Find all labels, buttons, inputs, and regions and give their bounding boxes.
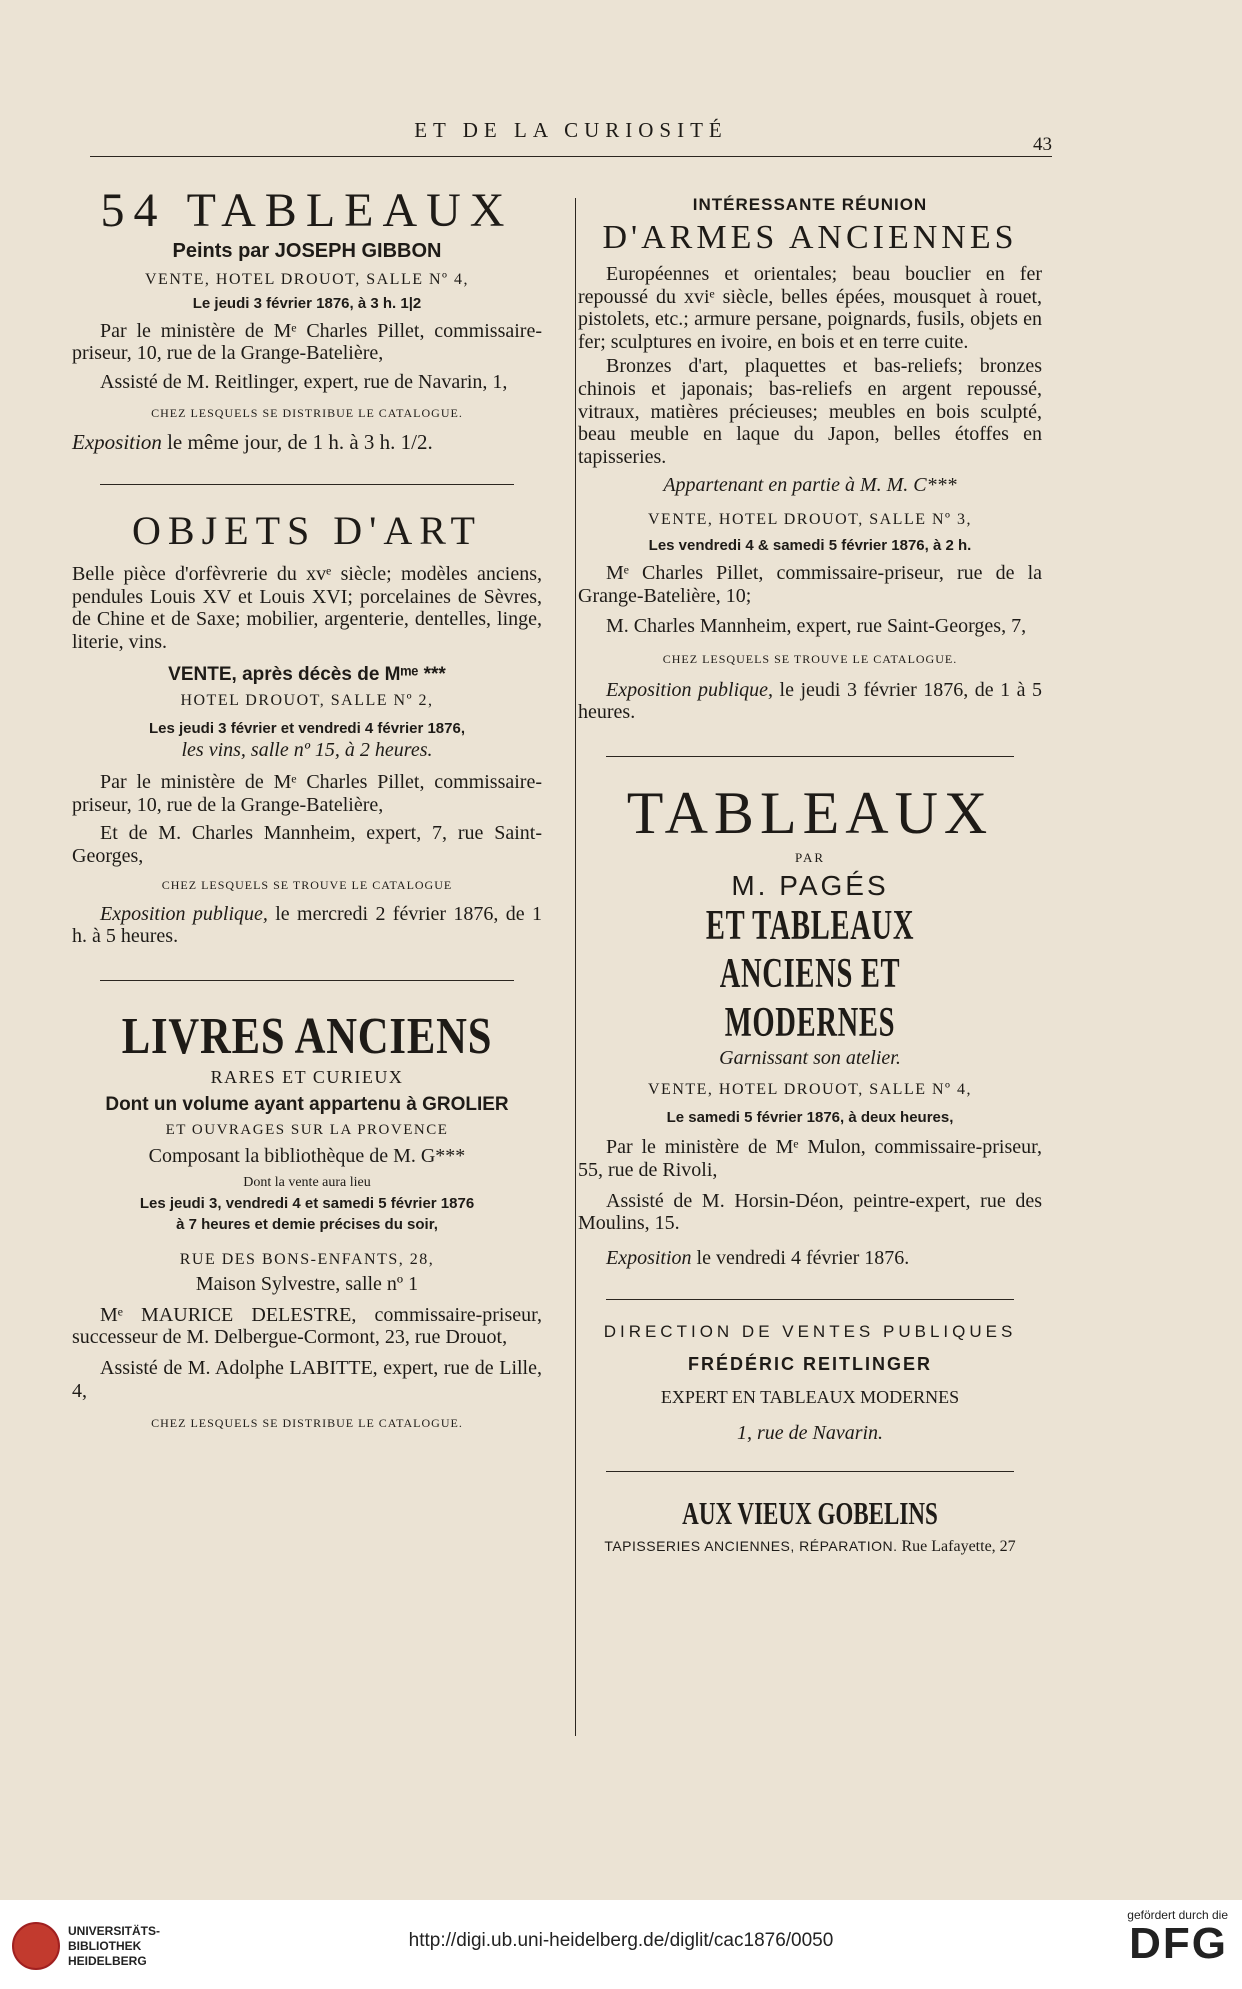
ad-par: PAR	[794, 849, 826, 865]
exposition-label: Exposition	[606, 1246, 692, 1269]
ad-subline: ET OUVRAGES SUR LA PROVENCE	[165, 1121, 449, 1138]
ad-garnissant: Garnissant son atelier.	[719, 1046, 901, 1069]
exposition-text: le vendredi 4 février 1876.	[696, 1246, 910, 1269]
ad-role: EXPERT EN TABLEAUX MODERNES	[660, 1387, 960, 1408]
ad-reitlinger	[578, 1322, 1042, 1445]
exposition-text: le même jour, de 1 h. à 3 h. 1/2.	[167, 429, 433, 454]
ad-subtitle: ET TABLEAUX ANCIENS ET MODERNES	[705, 902, 915, 1046]
ad-subtitle: Peints par JOSEPH GIBBON	[172, 239, 442, 262]
ad-exposition	[72, 903, 542, 948]
ad-venue: VENTE, HOTEL DROUOT, SALLE Nº 4,	[647, 1081, 973, 1099]
page-header	[90, 112, 1052, 155]
ad-line-caps: TAPISSERIES ANCIENNES, RÉPARATION.	[604, 1538, 898, 1555]
ad-subline: RARES ET CURIEUX	[210, 1066, 404, 1087]
ad-paragraph: Assisté de M. Adolphe LABITTE, expert, rue de Lille, 4,	[72, 1357, 542, 1402]
funder-caption: gefördert durch die	[1127, 1908, 1228, 1922]
ad-tableaux-gibbon	[72, 185, 542, 454]
ad-paragraph: Assisté de M. Reitlinger, expert, rue de Navarin, 1,	[100, 370, 508, 393]
section-separator	[606, 1471, 1014, 1472]
exposition-label: Exposition publique,	[606, 678, 774, 701]
ad-title: 54 TABLEAUX	[100, 184, 514, 237]
left-column	[72, 185, 542, 1431]
ad-title: TABLEAUX	[626, 779, 994, 846]
library-name-line: UNIVERSITÄTS-	[68, 1923, 161, 1938]
dfg-logo-icon: DFG	[1129, 1919, 1228, 1968]
page-number: 43	[1033, 134, 1052, 155]
ad-date: Les jeudi 3, vendredi 4 et samedi 5 février 1876	[139, 1195, 475, 1213]
ad-line	[578, 1538, 1042, 1556]
section-separator	[606, 1299, 1014, 1300]
ad-date: Le jeudi 3 février 1876, à 3 h. 1|2	[192, 294, 422, 312]
ad-objets-dart	[72, 507, 542, 948]
ad-paragraph: Européennes et orientales; beau bouclier en fer repoussé du xviᵉ siècle, belles épées, mousquet à rouet, pistolets, etc.; armure persane, poignards, fusils, objets en fer; sculptures en ivoire, en bois et en terre cuite.	[578, 263, 1042, 353]
ad-paragraph: Mᵉ MAURICE DELESTRE, commissaire-priseur, successeur de M. Delbergue-Cormont, 23, rue Drouot,	[72, 1303, 542, 1349]
ad-date: à 7 heures et demie précises du soir,	[176, 1216, 438, 1234]
ad-tableaux-pages	[578, 779, 1042, 1269]
ad-catalogue-note: CHEZ LESQUELS SE DISTRIBUE LE CATALOGUE.	[151, 405, 463, 420]
ad-description: Belle pièce d'orfèvrerie du xvᵉ siècle; modèles anciens, pendules Louis XV et Louis XVI; porcelaines de Sèvres, de Chine et de Saxe; mobilier, argenterie, dentelles, linge, literie, vins.	[72, 563, 542, 654]
ad-exposition	[578, 679, 1042, 724]
ad-subline: Dont la vente aura lieu	[243, 1175, 371, 1191]
ad-line: DIRECTION DE VENTES PUBLIQUES	[603, 1322, 1017, 1342]
ad-venue: VENTE, HOTEL DROUOT, SALLE Nº 3,	[647, 510, 973, 528]
ad-paragraph: Par le ministère de Mᵉ Mulon, commissaire-priseur, 55, rue de Rivoli,	[578, 1136, 1042, 1181]
ad-subline: Dont un volume ayant appartenu à GROLIER	[105, 1093, 509, 1115]
ad-subline: Composant la bibliothèque de M. G***	[148, 1144, 466, 1167]
exposition-text: le jeudi 3 février 1876, de 1 à 5 heures.	[578, 678, 1043, 724]
ad-name: FRÉDÉRIC REITLINGER	[687, 1354, 932, 1375]
ad-paragraph: Bronzes d'art, plaquettes et bas-reliefs; bronzes chinois et japonais; bas-reliefs en argent repoussé, vitraux, matières précieuses; meubles en bois sculpté, beau meuble en laque du Japon, belles étoffes en tapisseries.	[578, 355, 1042, 468]
exposition-label: Exposition publique,	[100, 902, 268, 925]
ad-livres-anciens	[72, 1007, 542, 1431]
header-rule	[90, 156, 1052, 157]
column-divider	[575, 198, 576, 1736]
ad-paragraph: M. Charles Mannheim, expert, rue Saint-Georges, 7,	[606, 615, 1027, 638]
funder-logo[interactable]	[1127, 1908, 1228, 1966]
ad-owner: Appartenant en partie à M. M. C***	[663, 474, 957, 497]
ad-address: Maison Sylvestre, salle nº 1	[195, 1273, 419, 1296]
ad-exposition	[578, 1247, 1042, 1270]
library-name-line: HEIDELBERG	[68, 1953, 147, 1968]
ad-kicker: INTÉRESSANTE RÉUNION	[692, 195, 928, 214]
ad-date: Les jeudi 3 février et vendredi 4 février 1876,	[149, 719, 465, 737]
right-column	[578, 185, 1042, 1556]
running-title: ET DE LA CURIOSITÉ	[414, 118, 728, 142]
ad-title: OBJETS D'ART	[132, 508, 482, 554]
ad-artist: M. PAGÉS	[731, 869, 889, 901]
ad-title: D'ARMES ANCIENNES	[602, 219, 1018, 256]
ad-title: AUX VIEUX GOBELINS	[682, 1494, 938, 1531]
ad-venue: VENTE, HOTEL DROUOT, SALLE Nº 4,	[144, 270, 470, 288]
ad-vieux-gobelins	[578, 1494, 1042, 1556]
ad-vente: VENTE, après décès de Mᵐᵉ ***	[168, 663, 446, 685]
ad-wines: les vins, salle nº 15, à 2 heures.	[181, 738, 433, 761]
ad-date: Les vendredi 4 & samedi 5 février 1876, à 2 h.	[648, 536, 972, 554]
ad-address: 1, rue de Navarin.	[736, 1422, 884, 1445]
permalink[interactable]: http://digi.ub.uni-heidelberg.de/diglit/cac1876/0050	[408, 1930, 834, 1951]
ad-paragraph: Par le ministère de Mᵉ Charles Pillet, commissaire-priseur, 10, rue de la Grange-Batelière,	[72, 319, 542, 365]
ad-venue: HOTEL DROUOT, SALLE Nº 2,	[180, 691, 434, 709]
ad-catalogue-note: CHEZ LESQUELS SE DISTRIBUE LE CATALOGUE.	[151, 1416, 463, 1431]
ad-line-rest: Rue Lafayette, 27	[901, 1538, 1016, 1556]
ad-armes-anciennes	[578, 195, 1042, 724]
ad-paragraph: Mᵉ Charles Pillet, commissaire-priseur, rue de la Grange-Batelière, 10;	[578, 561, 1042, 607]
section-separator	[100, 980, 514, 981]
ad-catalogue-note: CHEZ LESQUELS SE TROUVE LE CATALOGUE	[161, 877, 453, 892]
ad-exposition	[72, 431, 542, 455]
library-name-line: BIBLIOTHEK	[68, 1938, 142, 1953]
viewer-footer	[0, 1900, 1242, 1989]
section-separator	[100, 484, 514, 485]
ad-catalogue-note: CHEZ LESQUELS SE TROUVE LE CATALOGUE.	[662, 651, 958, 666]
section-separator	[606, 756, 1014, 757]
ad-paragraph: Assisté de M. Horsin-Déon, peintre-expert, rue des Moulins, 15.	[578, 1189, 1042, 1235]
ad-address: RUE DES BONS-ENFANTS, 28,	[179, 1251, 435, 1269]
ad-paragraph: Et de M. Charles Mannheim, expert, 7, rue Saint-Georges,	[72, 822, 542, 868]
ad-date: Le samedi 5 février 1876, à deux heures,	[666, 1109, 954, 1127]
exposition-label: Exposition	[72, 429, 162, 454]
exposition-text: le mercredi 2 février 1876, de 1 h. à 5 heures.	[72, 902, 543, 948]
ad-title: LIVRES ANCIENS	[121, 1007, 493, 1065]
ad-paragraph: Par le ministère de Mᵉ Charles Pillet, commissaire-priseur, 10, rue de la Grange-Batelière,	[72, 771, 542, 816]
